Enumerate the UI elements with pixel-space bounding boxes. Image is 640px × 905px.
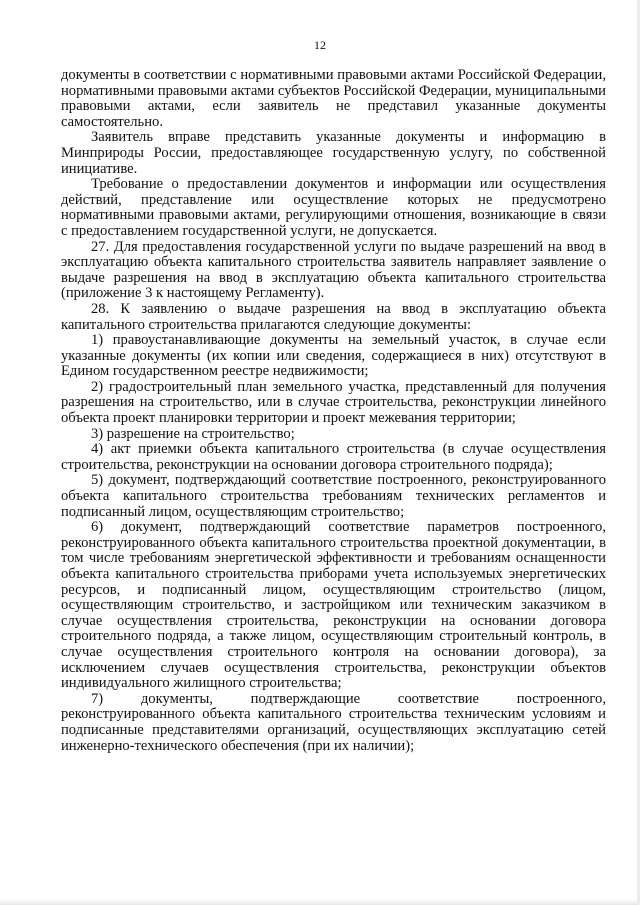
paragraph-item-27: 27. Для предоставления государственной услуги по выдаче разрешений на ввод в эксплуатацию объекта капитального строительства заявитель направляет заявление о выдаче разрешения на ввод в эксплуатацию объекта капитального строительства (приложение 3 к настоящему Регламенту). (61, 238, 606, 302)
paragraph-applicant-right: Заявитель вправе представить указанные документы и информацию в Минприроды России, предоставляющее государственную услугу, по собственной инициативе. (61, 129, 606, 177)
page-number: 12 (314, 38, 326, 52)
paragraph-requirement: Требование о предоставлении документов и информации или осуществления действий, представление или осуществление которых не предусмотрено нормативными правовыми актами, регулирующими отношения, возникающие в связи с предоставлением государственной услуги, не допускается. (61, 176, 606, 239)
list-item-6: 6) документ, подтверждающий соответствие параметров построенного, реконструированного объекта капитального строительства проектной документации, в том числе требованиям энергетической эффективности и требованиям оснащенности объекта капитального строительства приборами учета используемых энергетических ресурсов, и подписанный лицом, осуществляющим строительство (лицом, осуществляющим строительство, и застройщиком или техническим заказчиком в случае осуществления строительства, реконструкции на основании договора строительного подряда, а также лицом, осуществляющим строительный контроль, в случае осуществления строительного контроля на основании договора), за исключением случаев осуществления строительства, реконструкции объектов индивидуального жилищного строительства; (61, 519, 606, 692)
scan-bottom-edge (0, 899, 640, 905)
list-item-7: 7) документы, подтверждающие соответствие построенного, реконструированного объекта капитального строительства техническим условиям и подписанные представителями организаций, осуществляющих эксплуатацию сетей инженерно-технического обеспечения (при их наличии); (61, 690, 606, 754)
paragraph-item-28: 28. К заявлению о выдаче разрешения на ввод в эксплуатацию объекта капитального строительства прилагаются следующие документы: (61, 300, 606, 333)
paragraph-continuation: документы в соответствии с нормативными правовыми актами Российской Федерации, нормативными правовыми актами субъектов Российской Федерации, муниципальными правовыми актами, если заявитель не представил указанные документы самостоятельно. (61, 67, 606, 130)
list-item-1: 1) правоустанавливающие документы на земельный участок, в случае если указанные документы (их копии или сведения, содержащиеся в них) отсутствуют в Едином государственном реестре недвижимости; (61, 332, 606, 380)
list-item-5: 5) документ, подтверждающий соответствие построенного, реконструированного объекта капитального строительства требованиям технических регламентов и подписанный лицом, осуществляющим строительство; (61, 472, 606, 520)
document-body (61, 68, 606, 754)
list-item-2: 2) градостроительный план земельного участка, представленный для получения разрешения на строительство, или в случае строительства, реконструкции линейного объекта проект планировки территории и проект межевания территории; (61, 378, 606, 427)
list-item-4: 4) акт приемки объекта капитального строительства (в случае осуществления строительства, реконструкции на основании договора строительного подряда); (61, 441, 606, 473)
list-item-3: 3) разрешение на строительство; (91, 425, 295, 442)
